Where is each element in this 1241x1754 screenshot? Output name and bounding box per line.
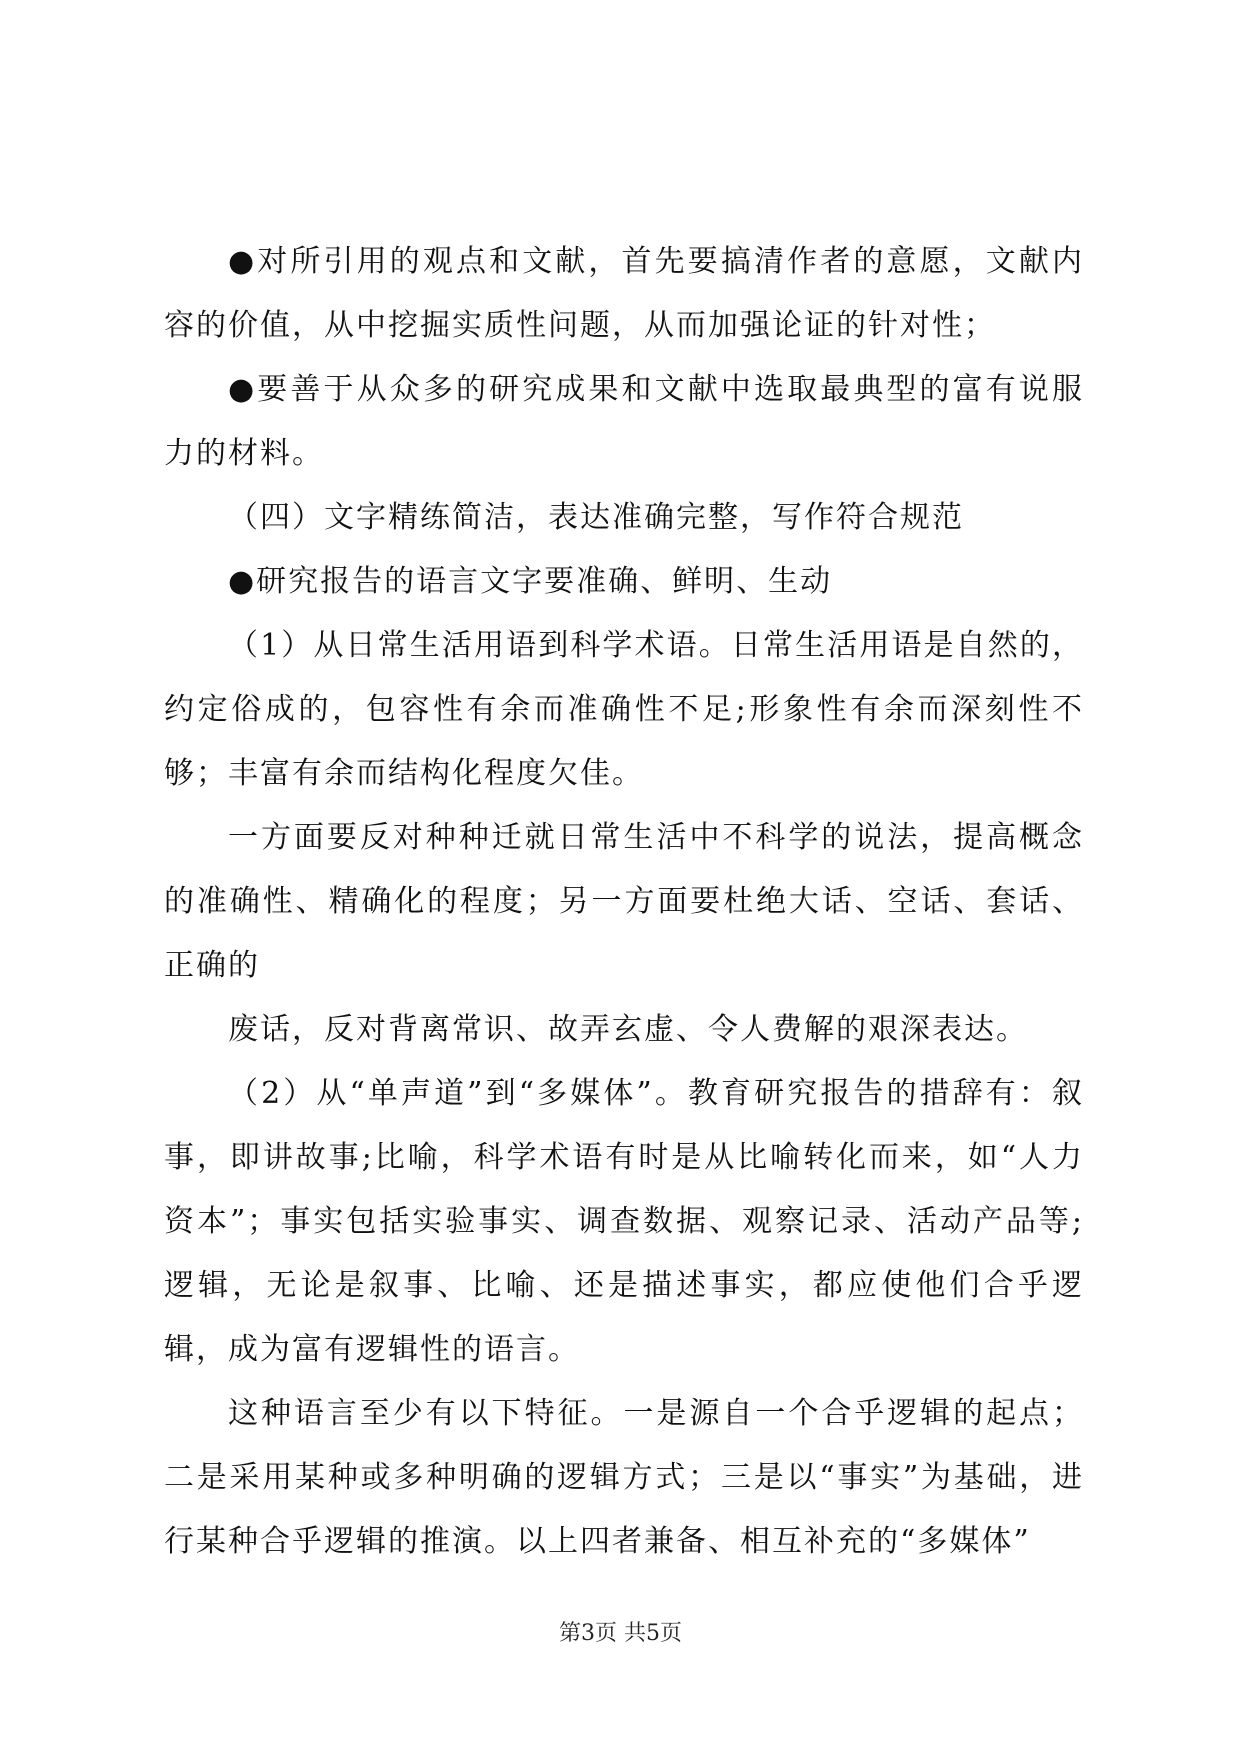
paragraph-language-bullet: ●研究报告的语言文字要准确、鲜明、生动: [228, 564, 833, 599]
paragraph-citation-bullet: ●对所引用的观点和文献，首先要搞清作者的意愿，文献内容的价值，从中挖掘实质性问题，从而加强论证的针对性；: [164, 244, 1084, 343]
paragraph-against-nonsense: 废话，反对背离常识、故弄玄虚、令人费解的艰深表达。: [228, 1012, 1028, 1047]
paragraph-against-unscientific: 一方面要反对种种迁就日常生活中不科学的说法，提高概念的准确性、精确化的程度；另一方面要杜绝大话、空话、套话、正确的: [164, 820, 1084, 983]
section-heading-4: （四）文字精练简洁，表达准确完整，写作符合规范: [228, 500, 964, 535]
paragraph-material-bullet: ●要善于从众多的研究成果和文献中选取最典型的富有说服力的材料。: [164, 372, 1084, 471]
paragraph-features: 这种语言至少有以下特征。一是源自一个合乎逻辑的起点；二是采用某种或多种明确的逻辑方式；三是以“事实”为基础，进行某种合乎逻辑的推演。以上四者兼备、相互补充的“多媒体”: [164, 1396, 1084, 1559]
page-footer: 第3页 共5页: [559, 1621, 682, 1646]
paragraph-point-2: （2）从“单声道”到“多媒体”。教育研究报告的措辞有：叙事，即讲故事;比喻，科学术语有时是从比喻转化而来，如“人力资本”；事实包括实验事实、调查数据、观察记录、活动产品等;逻辑，无论是叙事、比喻、还是描述事实，都应使他们合乎逻辑，成为富有逻辑性的语言。: [164, 1076, 1084, 1367]
paragraph-point-1: （1）从日常生活用语到科学术语。日常生活用语是自然的，约定俗成的，包容性有余而准确性不足;形象性有余而深刻性不够；丰富有余而结构化程度欠佳。: [164, 628, 1084, 791]
body-text: [164, 230, 1084, 1574]
